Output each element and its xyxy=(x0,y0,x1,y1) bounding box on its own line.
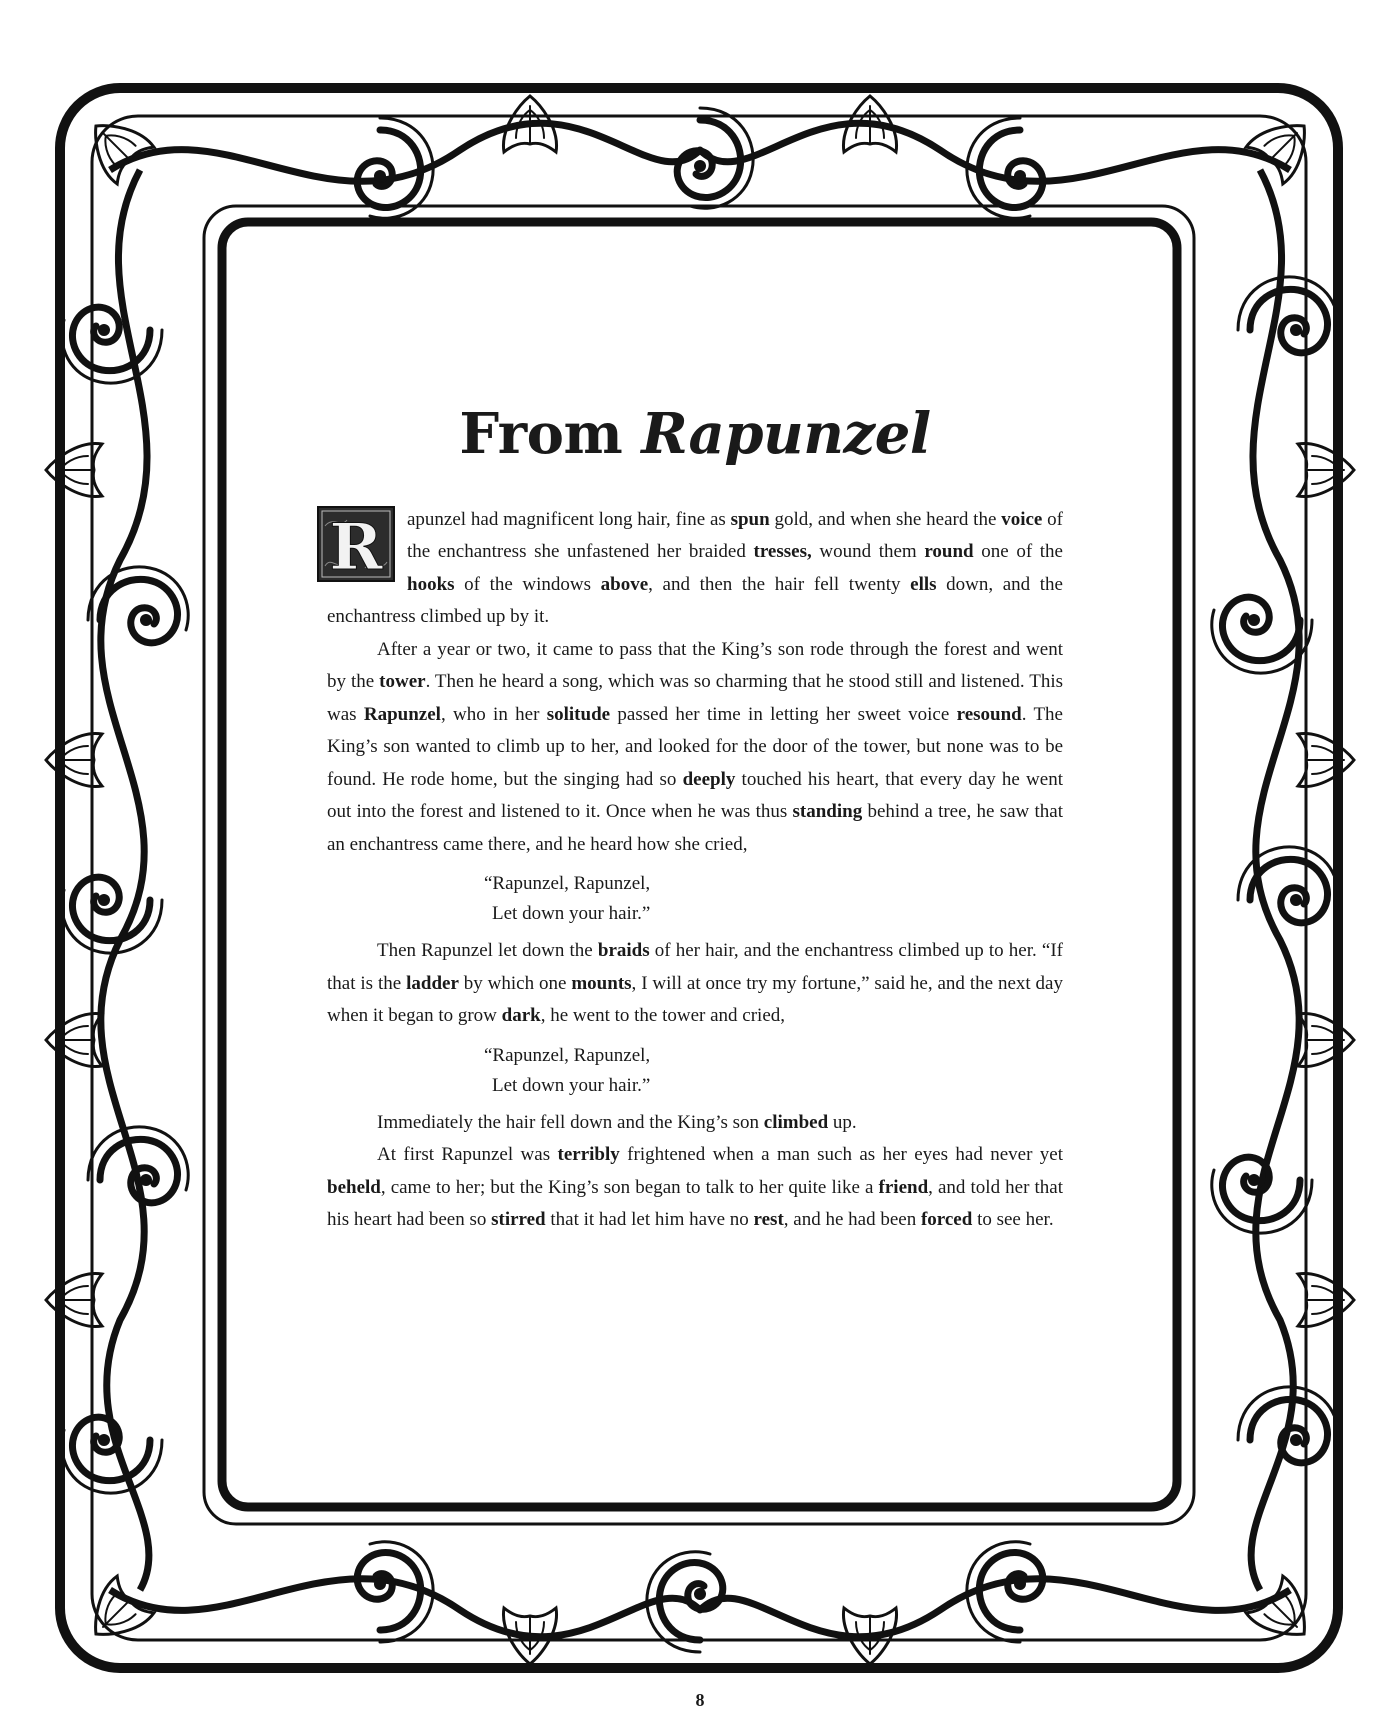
text-run: At first Rapunzel was xyxy=(377,1144,558,1166)
text-run: of her hair, and the enchantress climbed up to her. “If that is the xyxy=(327,940,1063,994)
text-run: one of the xyxy=(973,541,1063,563)
text-run: apunzel had magnificent long hair, fine as xyxy=(407,508,731,530)
text-run: touched his heart, that every day he went out into the forest and listened to it. Once when he was thus xyxy=(327,768,1063,823)
text-run: behind a tree, he saw that an enchantress came there, and he heard how she cried, xyxy=(327,801,1064,855)
paragraph-3 xyxy=(327,935,1063,1033)
story-text xyxy=(327,401,1064,1237)
text-run: of the enchantress she unfastened her braided xyxy=(407,508,1063,563)
text-run: After a year or two, it came to pass that the King’s son rode through the forest and went by the xyxy=(327,638,1063,693)
paragraph-2 xyxy=(327,634,1063,862)
keyword: ells xyxy=(910,573,937,595)
keyword: standing xyxy=(792,801,863,823)
keyword: solitude xyxy=(546,703,611,725)
keyword: rest xyxy=(753,1209,784,1231)
keyword: voice xyxy=(1001,508,1043,530)
keyword: terribly xyxy=(557,1144,620,1166)
text-run: frightened when a man such as her eyes had never yet xyxy=(619,1144,1064,1166)
text-run: of the windows xyxy=(454,573,601,595)
text-run: up. xyxy=(828,1111,857,1133)
verse-1 xyxy=(484,869,1063,929)
text-run: Then Rapunzel let down the xyxy=(377,940,598,962)
verse-2-line-2: Let down your hair.” xyxy=(492,1074,651,1096)
text-run: by which one xyxy=(458,972,572,994)
drop-cap xyxy=(317,506,395,582)
keyword: resound xyxy=(956,703,1022,725)
keyword: round xyxy=(924,541,974,563)
paragraph-1 xyxy=(327,504,1063,634)
paragraph-4 xyxy=(327,1107,1063,1140)
text-run: Immediately the hair fell down and the King’s son xyxy=(377,1111,764,1133)
verse-2 xyxy=(484,1041,1063,1101)
keyword: forced xyxy=(920,1209,973,1231)
keyword: tower xyxy=(379,671,426,693)
keyword: tresses, xyxy=(753,541,812,563)
verse-1-line-1: “Rapunzel, Rapunzel, xyxy=(484,873,651,895)
text-run: . The King’s son wanted to climb up to her, and looked for the door of the tower, but none was to be found. He rode home, but the singing had so xyxy=(327,703,1063,790)
keyword: stirred xyxy=(491,1209,546,1231)
page-title xyxy=(327,401,1063,467)
title-italic: Rapunzel xyxy=(641,401,931,467)
title-prefix: From xyxy=(459,401,642,467)
verse-2-line-1: “Rapunzel, Rapunzel, xyxy=(484,1044,651,1066)
keyword: friend xyxy=(878,1176,929,1198)
text-run: , and told her that his heart had been so xyxy=(327,1176,1063,1231)
paragraph-5 xyxy=(327,1139,1063,1237)
text-run: down, and the enchantress climbed up by it. xyxy=(327,573,1063,628)
keyword: above xyxy=(600,573,649,595)
text-run: passed her time in letting her sweet voice xyxy=(610,703,957,725)
verse-1-line-2: Let down your hair.” xyxy=(492,903,651,925)
keyword: mounts xyxy=(571,972,632,994)
keyword: hooks xyxy=(407,573,455,595)
text-run: , who in her xyxy=(440,703,547,725)
text-run: to see her. xyxy=(972,1209,1054,1231)
keyword: deeply xyxy=(682,768,736,790)
keyword: braids xyxy=(597,940,650,962)
drop-cap-letter: R xyxy=(329,509,383,582)
keyword: dark xyxy=(501,1005,541,1027)
text-run: gold, and when she heard the xyxy=(769,508,1002,530)
text-run: , he went to the tower and cried, xyxy=(540,1005,786,1027)
keyword: beheld xyxy=(327,1176,381,1198)
text-run: , and then the hair fell twenty xyxy=(648,573,911,595)
keyword: Rapunzel xyxy=(363,703,441,725)
page-number: 8 xyxy=(695,1690,705,1710)
text-run: wound them xyxy=(811,541,925,563)
keyword: climbed xyxy=(763,1111,829,1133)
keyword: spun xyxy=(730,508,770,530)
text-run: that it had let him have no xyxy=(545,1209,754,1231)
text-run: , came to her; but the King’s son began to talk to her quite like a xyxy=(380,1176,879,1198)
text-run: , I will at once try my fortune,” said he, and the next day when it began to grow xyxy=(327,972,1063,1027)
text-run: , and he had been xyxy=(783,1209,921,1231)
text-run: . Then he heard a song, which was so charming that he stood still and listened. This was xyxy=(327,671,1063,725)
keyword: ladder xyxy=(406,972,459,994)
